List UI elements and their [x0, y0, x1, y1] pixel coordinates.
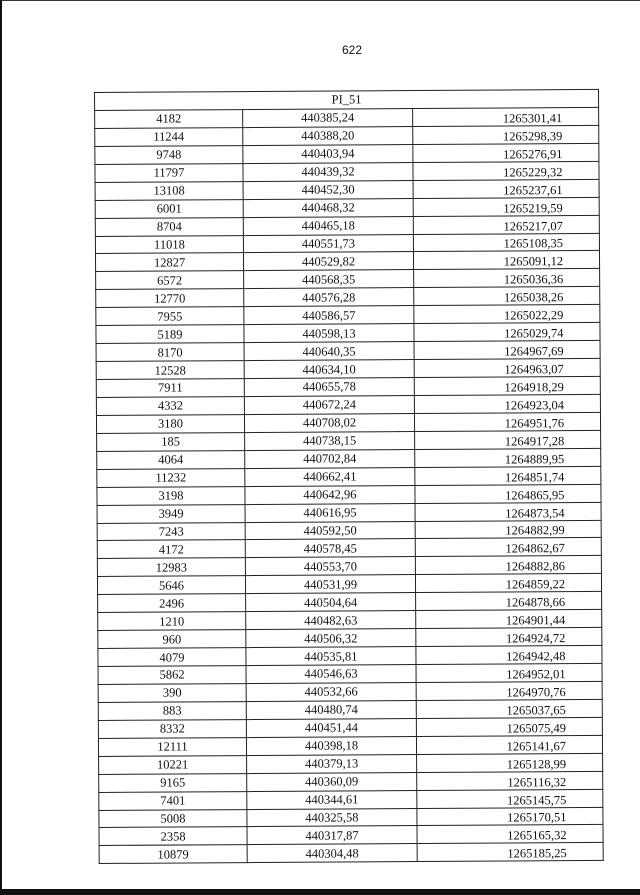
point-id-cell: 8170: [96, 343, 244, 362]
x-coordinate-cell: 440642,96: [245, 485, 415, 504]
y-coordinate-cell: 1265029,74: [414, 323, 600, 342]
point-id-cell: 10221: [99, 755, 247, 774]
y-coordinate-cell: 1265022,29: [414, 305, 600, 324]
y-coordinate-cell: 1265128,99: [417, 753, 603, 772]
coordinates-table-wrapper: [94, 89, 604, 864]
x-coordinate-cell: 440640,35: [244, 342, 414, 361]
x-coordinate-cell: 440439,32: [243, 162, 413, 181]
page-number: 622: [341, 43, 363, 57]
y-coordinate-cell: 1265170,51: [417, 807, 603, 826]
point-id-cell: 185: [97, 432, 245, 451]
point-id-cell: 12827: [95, 253, 243, 272]
table-row: [97, 430, 601, 451]
table-row: [98, 663, 602, 684]
table-row: [96, 323, 600, 344]
x-coordinate-cell: 440576,28: [244, 288, 414, 307]
x-coordinate-cell: 440586,57: [244, 306, 414, 325]
x-coordinate-cell: 440535,81: [246, 647, 416, 666]
x-coordinate-cell: 440360,09: [247, 772, 417, 791]
x-coordinate-cell: 440398,18: [246, 736, 416, 755]
point-id-cell: 5008: [99, 809, 247, 828]
point-id-cell: 3180: [96, 414, 244, 433]
x-coordinate-cell: 440385,24: [243, 108, 413, 127]
point-id-cell: 3198: [97, 486, 245, 505]
point-id-cell: 960: [98, 630, 246, 649]
table-row: [99, 789, 603, 810]
table-row: [95, 179, 599, 200]
table-row: [99, 771, 603, 792]
point-id-cell: 11797: [95, 163, 243, 182]
y-coordinate-cell: 1264923,04: [414, 394, 600, 413]
table-row: [97, 520, 601, 541]
y-coordinate-cell: 1264873,54: [415, 502, 601, 521]
point-id-cell: 5862: [98, 666, 246, 685]
point-id-cell: 12111: [98, 737, 246, 756]
y-coordinate-cell: 1265116,32: [417, 771, 603, 790]
table-row: [95, 215, 599, 236]
point-id-cell: 390: [98, 684, 246, 703]
point-id-cell: 4172: [97, 540, 245, 559]
y-coordinate-cell: 1264851,74: [415, 466, 601, 485]
point-id-cell: 883: [98, 701, 246, 720]
y-coordinate-cell: 1265141,67: [416, 735, 602, 754]
x-coordinate-cell: 440325,58: [247, 808, 417, 827]
y-coordinate-cell: 1265165,32: [417, 825, 603, 844]
y-coordinate-cell: 1265145,75: [417, 789, 603, 808]
point-id-cell: 2358: [99, 827, 247, 846]
point-id-cell: 9165: [99, 773, 247, 792]
x-coordinate-cell: 440304,48: [247, 844, 417, 863]
table-row: [97, 502, 601, 523]
point-id-cell: 5189: [96, 325, 244, 344]
y-coordinate-cell: 1265185,25: [417, 843, 603, 862]
x-coordinate-cell: 440634,10: [244, 360, 414, 379]
table-row: [97, 556, 601, 577]
x-coordinate-cell: 440672,24: [244, 395, 414, 414]
point-id-cell: 3949: [97, 504, 245, 523]
x-coordinate-cell: 440616,95: [245, 503, 415, 522]
scan-edge: [2, 889, 640, 895]
y-coordinate-cell: 1264878,66: [416, 592, 602, 611]
x-coordinate-cell: 440379,13: [247, 754, 417, 773]
table-title: PI_51: [95, 89, 599, 110]
table-row: [96, 412, 600, 433]
table-row: [96, 358, 600, 379]
x-coordinate-cell: 440317,87: [247, 826, 417, 845]
point-id-cell: 7955: [96, 307, 244, 326]
y-coordinate-cell: 1265217,07: [413, 215, 599, 234]
y-coordinate-cell: 1265075,49: [416, 717, 602, 736]
y-coordinate-cell: 1265091,12: [413, 251, 599, 270]
x-coordinate-cell: 440546,63: [246, 665, 416, 684]
y-coordinate-cell: 1265276,91: [413, 143, 599, 162]
point-id-cell: 4182: [95, 110, 243, 129]
table-row: [98, 699, 602, 720]
x-coordinate-cell: 440465,18: [243, 216, 413, 235]
point-id-cell: 2496: [98, 594, 246, 613]
y-coordinate-cell: 1265229,32: [413, 161, 599, 180]
point-id-cell: 12528: [96, 361, 244, 380]
y-coordinate-cell: 1264862,67: [415, 538, 601, 557]
table-row: [98, 681, 602, 702]
y-coordinate-cell: 1265108,35: [413, 233, 599, 252]
table-row: [98, 592, 602, 613]
table-row: [96, 305, 600, 326]
table-row: [95, 143, 599, 164]
table-row: [97, 448, 601, 469]
point-id-cell: 4079: [98, 648, 246, 667]
x-coordinate-cell: 440344,61: [247, 790, 417, 809]
table-row: [97, 538, 601, 559]
y-coordinate-cell: 1264901,44: [416, 610, 602, 629]
x-coordinate-cell: 440553,70: [245, 557, 415, 576]
point-id-cell: 6001: [95, 199, 243, 218]
point-id-cell: 1210: [98, 612, 246, 631]
y-coordinate-cell: 1264917,28: [415, 430, 601, 449]
table-row: [97, 484, 601, 505]
x-coordinate-cell: 440468,32: [243, 198, 413, 217]
point-id-cell: 8704: [95, 217, 243, 236]
table-row: [98, 645, 602, 666]
x-coordinate-cell: 440451,44: [246, 718, 416, 737]
y-coordinate-cell: 1265038,26: [414, 287, 600, 306]
point-id-cell: 12983: [97, 558, 245, 577]
y-coordinate-cell: 1264882,86: [415, 556, 601, 575]
x-coordinate-cell: 440504,64: [246, 593, 416, 612]
point-id-cell: 8332: [98, 719, 246, 738]
x-coordinate-cell: 440480,74: [246, 700, 416, 719]
table-row: [96, 376, 600, 397]
table-row: [96, 287, 600, 308]
y-coordinate-cell: 1265301,41: [413, 107, 599, 126]
x-coordinate-cell: 440388,20: [243, 126, 413, 145]
point-id-cell: 10879: [99, 845, 247, 864]
table-row: [96, 394, 600, 415]
table-row: [98, 610, 602, 631]
y-coordinate-cell: 1264952,01: [416, 663, 602, 682]
table-row: [99, 843, 603, 864]
x-coordinate-cell: 440529,82: [243, 252, 413, 271]
y-coordinate-cell: 1265036,36: [414, 269, 600, 288]
y-coordinate-cell: 1265237,61: [413, 179, 599, 198]
point-id-cell: 4332: [96, 397, 244, 416]
x-coordinate-cell: 440403,94: [243, 144, 413, 163]
table-row: [98, 717, 602, 738]
y-coordinate-cell: 1265219,59: [413, 197, 599, 216]
y-coordinate-cell: 1264967,69: [414, 341, 600, 360]
point-id-cell: 11232: [97, 468, 245, 487]
y-coordinate-cell: 1264951,76: [414, 412, 600, 431]
table-row: [97, 574, 601, 595]
x-coordinate-cell: 440551,73: [243, 234, 413, 253]
y-coordinate-cell: 1264918,29: [414, 376, 600, 395]
table-row: [99, 807, 603, 828]
x-coordinate-cell: 440708,02: [244, 413, 414, 432]
table-row: [98, 735, 602, 756]
point-id-cell: 6572: [96, 271, 244, 290]
y-coordinate-cell: 1264865,95: [415, 484, 601, 503]
x-coordinate-cell: 440568,35: [244, 270, 414, 289]
point-id-cell: 9748: [95, 145, 243, 164]
point-id-cell: 7401: [99, 791, 247, 810]
table-row: [98, 628, 602, 649]
table-row: [96, 341, 600, 362]
point-id-cell: 4064: [97, 450, 245, 469]
x-coordinate-cell: 440738,15: [245, 431, 415, 450]
x-coordinate-cell: 440598,13: [244, 324, 414, 343]
x-coordinate-cell: 440662,41: [245, 467, 415, 486]
y-coordinate-cell: 1265298,39: [413, 125, 599, 144]
table-row: [95, 233, 599, 254]
y-coordinate-cell: 1264970,76: [416, 681, 602, 700]
point-id-cell: 7243: [97, 522, 245, 541]
x-coordinate-cell: 440482,63: [246, 611, 416, 630]
table-row: [95, 125, 599, 146]
coordinates-table: [94, 89, 604, 864]
point-id-cell: 11244: [95, 127, 243, 146]
point-id-cell: 13108: [95, 181, 243, 200]
table-body: [95, 107, 604, 863]
point-id-cell: 11018: [95, 235, 243, 254]
table-row: [97, 466, 601, 487]
y-coordinate-cell: 1264942,48: [416, 645, 602, 664]
point-id-cell: 12770: [96, 289, 244, 308]
y-coordinate-cell: 1264882,99: [415, 520, 601, 539]
x-coordinate-cell: 440532,66: [246, 682, 416, 701]
x-coordinate-cell: 440702,84: [245, 449, 415, 468]
point-id-cell: 7911: [96, 379, 244, 398]
x-coordinate-cell: 440592,50: [245, 521, 415, 540]
point-id-cell: 5646: [97, 576, 245, 595]
table-row: [95, 107, 599, 128]
x-coordinate-cell: 440452,30: [243, 180, 413, 199]
x-coordinate-cell: 440531,99: [245, 575, 415, 594]
table-row: [99, 753, 603, 774]
table-row: [95, 197, 599, 218]
y-coordinate-cell: 1264859,22: [415, 574, 601, 593]
y-coordinate-cell: 1265037,65: [416, 699, 602, 718]
table-row: [99, 825, 603, 846]
table-row: [96, 269, 600, 290]
x-coordinate-cell: 440506,32: [246, 629, 416, 648]
y-coordinate-cell: 1264889,95: [415, 448, 601, 467]
table-row: [95, 161, 599, 182]
x-coordinate-cell: 440578,45: [245, 539, 415, 558]
table-row: [95, 251, 599, 272]
y-coordinate-cell: 1264963,07: [414, 358, 600, 377]
y-coordinate-cell: 1264924,72: [416, 628, 602, 647]
x-coordinate-cell: 440655,78: [244, 378, 414, 397]
